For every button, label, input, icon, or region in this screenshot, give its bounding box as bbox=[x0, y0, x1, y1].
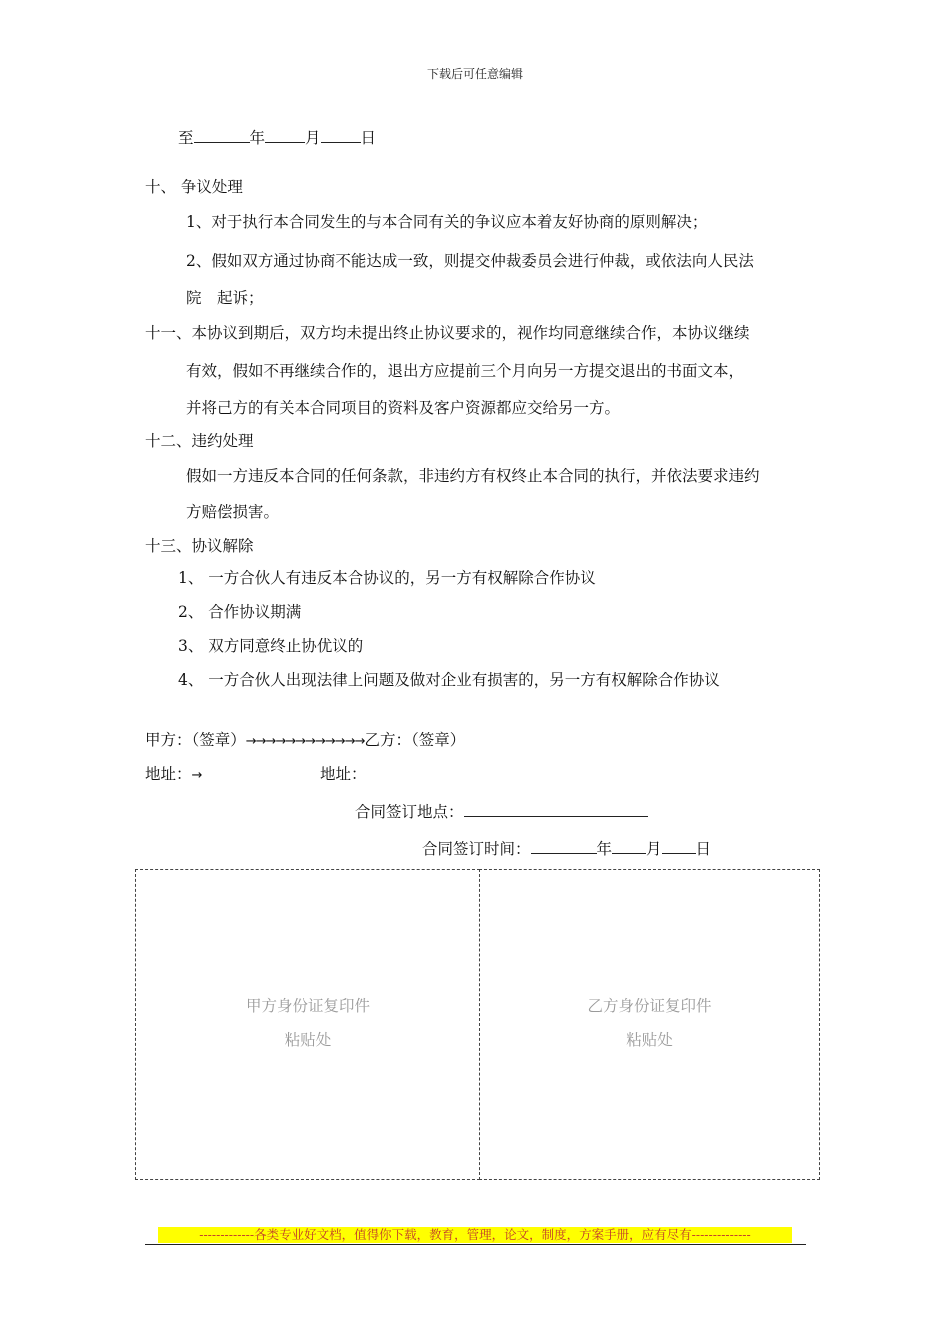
section-13-item-4: 4、 一方合伙人出现法律上问题及做对企业有损害的，另一方有权解除合作协议 bbox=[178, 671, 720, 689]
party-a-paste-label: 粘贴处 bbox=[284, 1031, 332, 1049]
signing-time-line bbox=[422, 838, 711, 859]
signing-place-label: 合同签订地点： bbox=[355, 803, 464, 821]
tab-arrows: →→→→→→→→→→→→ bbox=[245, 734, 365, 749]
month-label: 月 bbox=[305, 129, 321, 147]
signing-time-label: 合同签订时间： bbox=[422, 840, 531, 858]
term-end-date-line bbox=[178, 127, 376, 148]
day-blank bbox=[321, 127, 361, 143]
section-11-line-3: 并将己方的有关本合同项目的资料及客户资源都应交给另一方。 bbox=[186, 399, 621, 417]
section-12-heading: 十二、违约处理 bbox=[145, 432, 254, 450]
party-a-address-label: 地址： bbox=[145, 765, 192, 783]
signing-month-blank bbox=[612, 838, 646, 854]
signing-year-blank bbox=[531, 838, 597, 854]
party-a-id-label: 甲方身份证复印件 bbox=[245, 997, 370, 1015]
section-11-line-2: 有效，假如不再继续合作的，退出方应提前三个月向另一方提交退出的书面文本， bbox=[186, 362, 745, 380]
page-header: 下载后可任意编辑 bbox=[426, 67, 523, 81]
section-10-heading: 十、 争议处理 bbox=[145, 178, 243, 196]
month-blank bbox=[265, 127, 305, 143]
party-b-signature-label: 乙方：（签章） bbox=[364, 731, 466, 749]
party-b-id-label: 乙方身份证复印件 bbox=[587, 997, 712, 1015]
signing-day-blank bbox=[662, 838, 696, 854]
party-b-address-label: 地址： bbox=[320, 765, 367, 783]
footer-divider bbox=[145, 1244, 806, 1245]
year-label: 年 bbox=[249, 129, 266, 147]
signature-line bbox=[145, 730, 465, 752]
address-tab-arrow: → bbox=[191, 768, 202, 783]
section-12-line-1: 假如一方违反本合同的任何条款，非违约方有权终止本合同的执行，并依法要求违约 bbox=[186, 467, 760, 485]
section-13-item-1: 1、 一方合伙人有违反本合协议的，另一方有权解除合作协议 bbox=[178, 569, 596, 587]
party-b-id-paste-box bbox=[479, 869, 820, 1180]
day-label: 日 bbox=[360, 129, 377, 147]
section-13-item-2: 2、 合作协议期满 bbox=[178, 603, 302, 621]
section-13-item-3: 3、 双方同意终止协优议的 bbox=[178, 637, 364, 655]
party-a-signature-label: 甲方：（签章） bbox=[145, 731, 246, 749]
date-prefix: 至 bbox=[178, 129, 194, 147]
signing-place-blank bbox=[464, 801, 648, 817]
party-b-paste-label: 粘贴处 bbox=[626, 1031, 673, 1049]
section-11-line-1: 十一、本协议到期后，双方均未提出终止协议要求的，视作均同意继续合作，本协议继续 bbox=[145, 324, 750, 342]
section-10-item-2-line-1: 2、假如双方通过协商不能达成一致，则提交仲裁委员会进行仲裁，或依法向人民法 bbox=[186, 252, 754, 270]
signing-day-label: 日 bbox=[695, 840, 712, 858]
signing-year-label: 年 bbox=[596, 840, 613, 858]
signing-month-label: 月 bbox=[646, 840, 662, 858]
address-line bbox=[145, 764, 201, 786]
footer-banner: -------------各类专业好文档，值得你下载，教育，管理，论文，制度，方案手册，应有尽有-------------- bbox=[199, 1227, 751, 1242]
party-a-id-paste-box bbox=[135, 869, 480, 1180]
year-blank bbox=[194, 127, 250, 143]
section-12-line-2: 方赔偿损害。 bbox=[186, 503, 280, 521]
section-10-item-2-line-2: 院 起诉； bbox=[186, 289, 264, 307]
section-13-heading: 十三、协议解除 bbox=[145, 537, 254, 555]
signing-place-line bbox=[355, 801, 648, 822]
section-10-item-1: 1、对于执行本合同发生的与本合同有关的争议应本着友好协商的原则解决； bbox=[186, 213, 708, 231]
